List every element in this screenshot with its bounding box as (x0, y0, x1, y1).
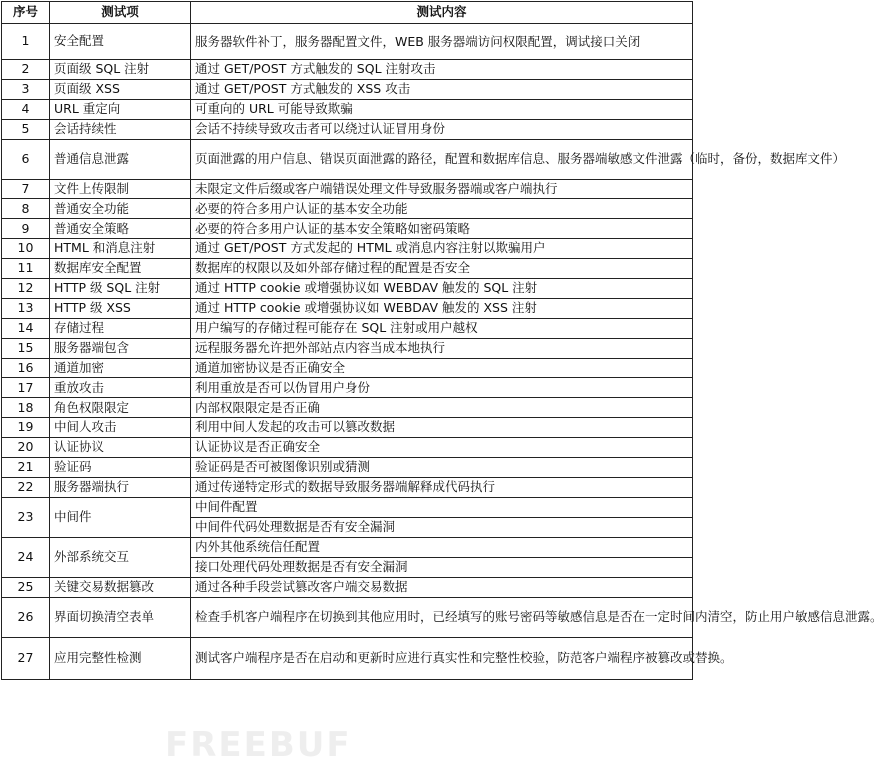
table-row (2, 99, 693, 119)
row-test-content: 中间件代码处理数据是否有安全漏洞 (191, 517, 693, 537)
row-index: 23 (2, 497, 50, 537)
row-test-item: 关键交易数据篡改 (50, 577, 191, 597)
row-index: 27 (2, 637, 50, 679)
table-row (2, 298, 693, 318)
row-index: 1 (2, 24, 50, 60)
row-test-item: 重放攻击 (50, 378, 191, 398)
row-test-item: 通道加密 (50, 358, 191, 378)
table-row (2, 378, 693, 398)
row-index: 12 (2, 279, 50, 299)
row-index: 22 (2, 477, 50, 497)
row-test-content: 数据库的权限以及如外部存储过程的配置是否安全 (191, 259, 693, 279)
header-test-content: 测试内容 (191, 2, 693, 24)
row-index: 8 (2, 199, 50, 219)
row-test-item: HTML 和消息注射 (50, 239, 191, 259)
header-index: 序号 (2, 2, 50, 24)
table-row (2, 597, 693, 637)
row-test-item: 会话持续性 (50, 119, 191, 139)
row-index: 5 (2, 119, 50, 139)
row-test-item: 普通安全功能 (50, 199, 191, 219)
row-test-content: 利用重放是否可以伪冒用户身份 (191, 378, 693, 398)
table-row (2, 239, 693, 259)
table-row (2, 179, 693, 199)
header-test-item: 测试项 (50, 2, 191, 24)
row-test-item: URL 重定向 (50, 99, 191, 119)
row-test-item: 安全配置 (50, 24, 191, 60)
row-test-content: 会话不持续导致攻击者可以绕过认证冒用身份 (191, 119, 693, 139)
row-test-content: 通道加密协议是否正确安全 (191, 358, 693, 378)
row-test-content: 必要的符合多用户认证的基本安全功能 (191, 199, 693, 219)
row-test-item: 存储过程 (50, 318, 191, 338)
row-index: 2 (2, 60, 50, 80)
row-test-content: 通过 HTTP cookie 或增强协议如 WEBDAV 触发的 XSS 注射 (191, 298, 693, 318)
row-test-content: 通过 HTTP cookie 或增强协议如 WEBDAV 触发的 SQL 注射 (191, 279, 693, 299)
row-test-item: 应用完整性检测 (50, 637, 191, 679)
row-test-content: 验证码是否可被图像识别或猜测 (191, 458, 693, 478)
row-index: 7 (2, 179, 50, 199)
row-test-content: 中间件配置 (191, 497, 693, 517)
table-row (2, 279, 693, 299)
table-row (2, 199, 693, 219)
table-row (2, 338, 693, 358)
row-test-item: HTTP 级 XSS (50, 298, 191, 318)
table-row (2, 458, 693, 478)
row-index: 16 (2, 358, 50, 378)
table-row (2, 139, 693, 179)
row-index: 26 (2, 597, 50, 637)
row-index: 6 (2, 139, 50, 179)
row-index: 19 (2, 418, 50, 438)
row-test-content: 未限定文件后缀或客户端错误处理文件导致服务器端或客户端执行 (191, 179, 693, 199)
watermark: FREEBUF (165, 725, 352, 765)
row-index: 10 (2, 239, 50, 259)
row-test-content: 通过传递特定形式的数据导致服务器端解释成代码执行 (191, 477, 693, 497)
row-test-item: HTTP 级 SQL 注射 (50, 279, 191, 299)
row-test-content: 接口处理代码处理数据是否有安全漏洞 (191, 557, 693, 577)
row-test-item: 角色权限限定 (50, 398, 191, 418)
row-index: 25 (2, 577, 50, 597)
row-test-content: 必要的符合多用户认证的基本安全策略如密码策略 (191, 219, 693, 239)
row-test-item: 普通安全策略 (50, 219, 191, 239)
table-row (2, 537, 693, 557)
row-index: 18 (2, 398, 50, 418)
row-index: 4 (2, 99, 50, 119)
row-test-content: 测试客户端程序是否在启动和更新时应进行真实性和完整性校验，防范客户端程序被篡改或替换。 (191, 637, 693, 679)
table-row (2, 577, 693, 597)
row-test-content: 可重向的 URL 可能导致欺骗 (191, 99, 693, 119)
row-test-content: 通过 GET/POST 方式触发的 XSS 攻击 (191, 79, 693, 99)
table-row (2, 438, 693, 458)
row-test-item: 普通信息泄露 (50, 139, 191, 179)
row-index: 15 (2, 338, 50, 358)
row-index: 20 (2, 438, 50, 458)
row-index: 13 (2, 298, 50, 318)
row-index: 3 (2, 79, 50, 99)
table-body (2, 24, 883, 680)
table-row (2, 497, 693, 517)
row-test-content: 服务器软件补丁，服务器配置文件，WEB 服务器端访问权限配置，调试接口关闭 (191, 24, 693, 60)
row-index: 14 (2, 318, 50, 338)
row-test-item: 认证协议 (50, 438, 191, 458)
table-row (2, 79, 693, 99)
table-row (2, 477, 693, 497)
row-test-content: 内部权限限定是否正确 (191, 398, 693, 418)
row-test-item: 数据库安全配置 (50, 259, 191, 279)
row-test-content: 页面泄露的用户信息、错误页面泄露的路径，配置和数据库信息、服务器端敏感文件泄露（临时，备份，数据库文件） (191, 139, 693, 179)
row-index: 17 (2, 378, 50, 398)
row-test-content: 通过 GET/POST 方式触发的 SQL 注射攻击 (191, 60, 693, 80)
row-test-item: 界面切换清空表单 (50, 597, 191, 637)
row-test-content: 通过各种手段尝试篡改客户端交易数据 (191, 577, 693, 597)
table-row (2, 318, 693, 338)
row-index: 24 (2, 537, 50, 577)
table-row (2, 418, 693, 438)
row-test-item: 中间件 (50, 497, 191, 537)
row-index: 21 (2, 458, 50, 478)
row-test-item: 服务器端执行 (50, 477, 191, 497)
row-test-content: 用户编写的存储过程可能存在 SQL 注射或用户越权 (191, 318, 693, 338)
table-row (2, 24, 693, 60)
row-test-item: 文件上传限制 (50, 179, 191, 199)
row-test-content: 检查手机客户端程序在切换到其他应用时，已经填写的账号密码等敏感信息是否在一定时间内清空，防止用户敏感信息泄露。 (191, 597, 693, 637)
row-test-item: 验证码 (50, 458, 191, 478)
table-row (2, 259, 693, 279)
security-test-table (1, 1, 883, 680)
row-test-content: 通过 GET/POST 方式发起的 HTML 或消息内容注射以欺骗用户 (191, 239, 693, 259)
table-row (2, 358, 693, 378)
row-test-item: 服务器端包含 (50, 338, 191, 358)
row-test-item: 页面级 XSS (50, 79, 191, 99)
table-header-row (2, 2, 693, 24)
table-row (2, 60, 693, 80)
table-row (2, 398, 693, 418)
table-row (2, 219, 693, 239)
table-row (2, 119, 693, 139)
row-index: 11 (2, 259, 50, 279)
row-test-content: 内外其他系统信任配置 (191, 537, 693, 557)
row-test-item: 页面级 SQL 注射 (50, 60, 191, 80)
row-test-item: 外部系统交互 (50, 537, 191, 577)
row-test-content: 认证协议是否正确安全 (191, 438, 693, 458)
row-test-content: 利用中间人发起的攻击可以篡改数据 (191, 418, 693, 438)
table-row (2, 637, 693, 679)
row-index: 9 (2, 219, 50, 239)
row-test-content: 远程服务器允许把外部站点内容当成本地执行 (191, 338, 693, 358)
row-test-item: 中间人攻击 (50, 418, 191, 438)
